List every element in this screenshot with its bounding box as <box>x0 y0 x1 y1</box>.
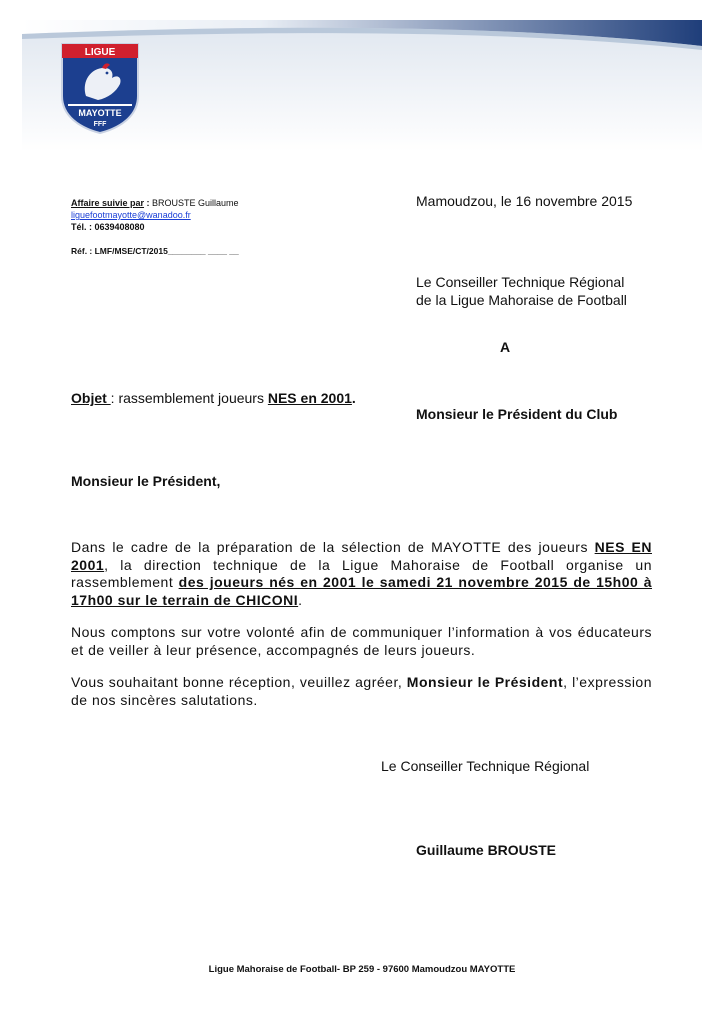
logo-bottom-text: FFF <box>93 121 107 128</box>
signature-name: Guillaume BROUSTE <box>416 842 557 858</box>
subject-line <box>71 390 356 406</box>
followed-by-sep: : <box>144 198 153 208</box>
from-line-2: de la Ligue Mahoraise de Football <box>416 292 627 308</box>
body-paragraph-2: Nous comptons sur votre volonté afin de communiquer l’information à vos éducateurs et de veiller à leur présence, accompagnés de leurs joueurs. <box>71 624 652 658</box>
reference-line <box>71 246 239 256</box>
body-paragraph-3 <box>71 674 652 709</box>
ligue-mayotte-logo <box>58 38 142 134</box>
body-paragraph-1 <box>71 539 652 609</box>
signature-title: Le Conseiller Technique Régional <box>381 758 590 774</box>
followed-by-label: Affaire suivie par <box>71 198 145 208</box>
followed-by-name: BROUSTE Guillaume <box>152 198 239 208</box>
p3-text-2: , l’expression de nos sincères salutations. <box>71 674 652 708</box>
logo-name-text: MAYOTTE <box>78 108 122 118</box>
p3-text-1: Vous souhaitant bonne réception, veuillez agréer, <box>71 674 407 690</box>
salutation: Monsieur le Président, <box>71 473 221 489</box>
subject-label: Objet <box>71 390 111 406</box>
to-marker: A <box>500 339 511 355</box>
phone-number: Tél. : 0639408080 <box>71 222 145 232</box>
from-line-1: Le Conseiller Technique Régional <box>416 274 625 290</box>
p1-text-1: Dans le cadre de la préparation de la sélection de MAYOTTE des joueurs <box>71 539 595 555</box>
p3-bold-1: Monsieur le Président <box>406 674 564 690</box>
subject-highlight: NES en 2001 <box>267 390 352 406</box>
p1-bold-1: NES EN 2001 <box>71 539 652 573</box>
p1-bold-2: des joueurs nés en 2001 le samedi 21 novembre 2015 de 15h00 à 17h00 sur le terrain de CHICONI <box>71 574 653 608</box>
followed-by-line <box>71 198 239 208</box>
footer-address: Ligue Mahoraise de Football- BP 259 - 97600 Mamoudzou MAYOTTE <box>208 964 516 975</box>
email-link[interactable]: liguefootmayotte@wanadoo.fr <box>71 210 191 220</box>
subject-end: . <box>351 390 356 406</box>
recipient-line: Monsieur le Président du Club <box>416 406 618 422</box>
p1-text-3: . <box>298 591 303 608</box>
subject-text: : rassemblement joueurs <box>110 390 268 406</box>
logo-top-text: LIGUE <box>84 47 116 58</box>
reference-label: Réf. : LMF/MSE/CT/2015 <box>71 246 168 256</box>
date-line: Mamoudzou, le 16 novembre 2015 <box>416 193 633 209</box>
p1-text-2: , la direction technique de la Ligue Mahoraise de Football organise un rassemblement <box>71 556 652 590</box>
reference-blank: ________ ____ __ <box>167 246 239 256</box>
